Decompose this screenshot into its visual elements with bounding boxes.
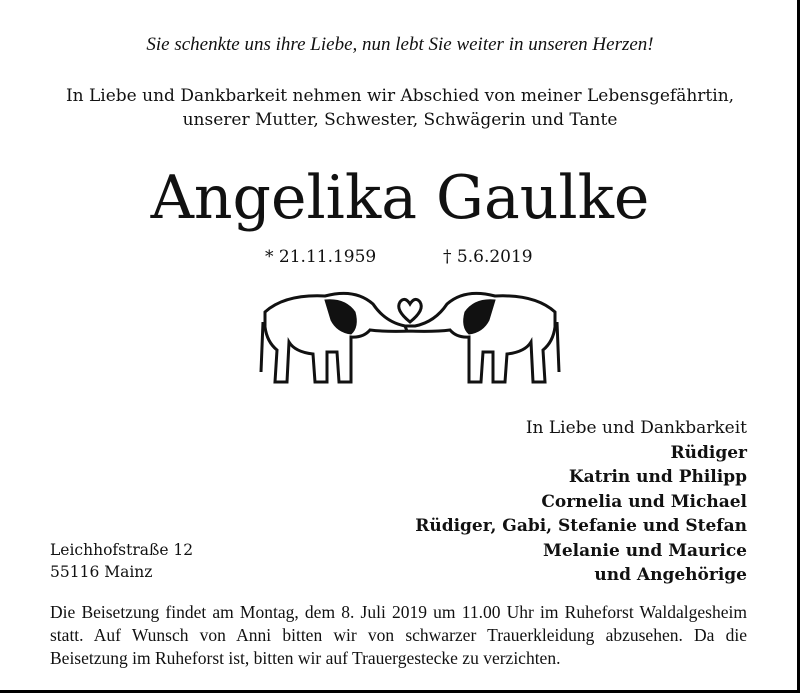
mourner-name: Rüdiger <box>670 442 747 463</box>
address-street: Leichhofstraße 12 <box>50 541 194 559</box>
intro-text <box>0 84 800 132</box>
death-date: † 5.6.2019 <box>443 247 533 267</box>
address-city: 55116 Mainz <box>50 563 153 581</box>
birth-date: * 21.11.1959 <box>265 247 377 267</box>
intro-line: unserer Mutter, Schwester, Schwägerin und Tante <box>182 110 618 130</box>
motto: Sie schenkte uns ihre Liebe, nun lebt Sie weiter in unseren Herzen! <box>146 34 654 55</box>
mourners-intro: In Liebe und Dankbarkeit <box>525 418 747 438</box>
mourner-name: Cornelia und Michael <box>541 491 747 512</box>
mourner-name: Melanie und Maurice <box>543 540 747 561</box>
mourners <box>415 416 747 588</box>
address <box>50 539 193 583</box>
funeral-info: Die Beisetzung findet am Montag, dem 8. Juli 2019 um 11.00 Uhr im Ruheforst Waldalgesheim statt. Auf Wunsch von Anni bitten wir von schwarzer Trauerkleidung abzusehen. Da die Beisetzung im Ruheforst ist, bitten wir auf Trauergestecke zu verzichten. <box>50 602 747 668</box>
mourner-name: und Angehörige <box>594 565 747 585</box>
intro-line: In Liebe und Dankbarkeit nehmen wir Abschied von meiner Lebensgefährtin, <box>65 86 735 106</box>
mourner-name: Rüdiger, Gabi, Stefanie und Stefan <box>415 516 747 536</box>
deceased-name: Angelika Gaulke <box>150 163 650 233</box>
elephants-heart-icon <box>255 282 565 390</box>
mourner-name: Katrin und Philipp <box>568 467 747 487</box>
